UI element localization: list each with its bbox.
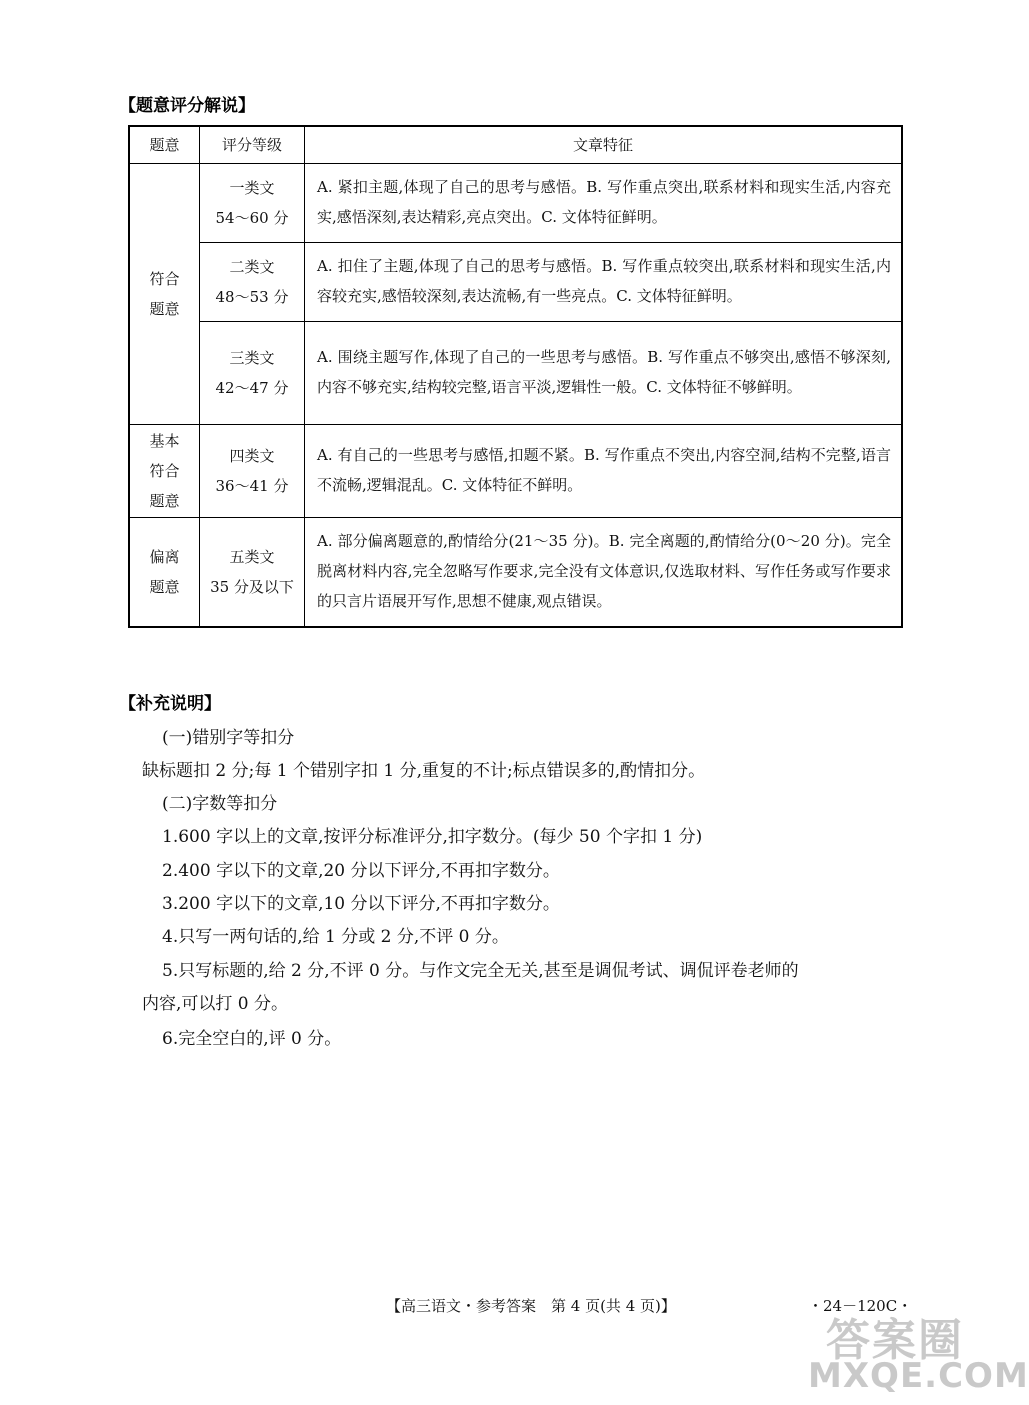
score-range: 54～60 分 — [215, 209, 289, 227]
supplement-heading-wordcount: (二)字数等扣分 — [162, 794, 278, 814]
score-range: 42～47 分 — [215, 379, 289, 397]
supplement-text-typos: 缺标题扣 2 分;每 1 个错别字扣 1 分,重复的不计;标点错误多的,酌情扣分。 — [142, 761, 706, 781]
table-header-row — [129, 126, 902, 164]
category-label: 偏离 — [149, 548, 180, 566]
grade-label: 五类文 — [229, 548, 275, 566]
table-row — [129, 322, 902, 425]
description-cell: A. 部分偏离题意的,酌情给分(21～35 分)。B. 完全离题的,酌情给分(0～20 分)。完全脱离材料内容,完全忽略写作要求,完全没有文体意识,仅选取材料、写作任务或写作要求的只言片语展开写作,思想不健康,观点错误。 — [305, 518, 903, 628]
table-row — [129, 243, 902, 322]
section-title-grading: 【题意评分解说】 — [119, 96, 255, 116]
watermark-logo-text: 答案圈 — [826, 1315, 964, 1366]
supplement-item: 6.完全空白的,评 0 分。 — [162, 1029, 342, 1049]
category-cell — [129, 164, 200, 425]
watermark-url: MXQE.COM — [808, 1356, 1029, 1396]
section-title-supplement: 【补充说明】 — [119, 694, 221, 714]
description-cell: A. 紧扣主题,体现了自己的思考与感悟。B. 写作重点突出,联系材料和现实生活,内容充实,感悟深刻,表达精彩,亮点突出。C. 文体特征鲜明。 — [305, 164, 903, 243]
watermark — [792, 1304, 1029, 1399]
supplement-item-continued: 内容,可以打 0 分。 — [142, 994, 289, 1014]
grade-label: 一类文 — [229, 179, 275, 197]
supplement-item: 2.400 字以下的文章,20 分以下评分,不再扣字数分。 — [162, 861, 560, 881]
grade-cell — [200, 425, 305, 518]
header-topic: 题意 — [129, 126, 200, 164]
category-label: 题意 — [149, 578, 180, 596]
grade-cell — [200, 518, 305, 628]
table-row — [129, 164, 902, 243]
grading-table — [128, 125, 903, 628]
category-cell — [129, 518, 200, 628]
page-footer-title: 【高三语文・参考答案 第 4 页(共 4 页)】 — [386, 1297, 676, 1315]
grade-label: 二类文 — [229, 258, 275, 276]
score-range: 48～53 分 — [215, 288, 289, 306]
description-cell: A. 有自己的一些思考与感悟,扣题不紧。B. 写作重点不突出,内容空洞,结构不完整,语言不流畅,逻辑混乱。C. 文体特征不鲜明。 — [305, 425, 903, 518]
category-label: 符合 — [149, 462, 180, 480]
grade-label: 三类文 — [229, 349, 275, 367]
supplement-item: 3.200 字以下的文章,10 分以下评分,不再扣字数分。 — [162, 894, 560, 914]
supplement-item: 5.只写标题的,给 2 分,不评 0 分。与作文完全无关,甚至是调侃考试、调侃评卷老师的 — [162, 961, 799, 981]
description-cell: A. 围绕主题写作,体现了自己的一些思考与感悟。B. 写作重点不够突出,感悟不够深刻,内容不够充实,结构较完整,语言平淡,逻辑性一般。C. 文体特征不够鲜明。 — [305, 322, 903, 425]
grade-cell — [200, 243, 305, 322]
header-features: 文章特征 — [305, 126, 903, 164]
grade-label: 四类文 — [229, 447, 275, 465]
category-cell — [129, 425, 200, 518]
grade-cell — [200, 164, 305, 243]
header-grade: 评分等级 — [200, 126, 305, 164]
category-label: 题意 — [149, 300, 180, 318]
table-row — [129, 518, 902, 628]
category-label: 基本 — [149, 432, 180, 450]
score-range: 36～41 分 — [215, 477, 289, 495]
supplement-item: 4.只写一两句话的,给 1 分或 2 分,不评 0 分。 — [162, 927, 509, 947]
category-label: 符合 — [149, 270, 180, 288]
supplement-item: 1.600 字以上的文章,按评分标准评分,扣字数分。(每少 50 个字扣 1 分) — [162, 827, 703, 847]
description-cell: A. 扣住了主题,体现了自己的思考与感悟。B. 写作重点较突出,联系材料和现实生活,内容较充实,感悟较深刻,表达流畅,有一些亮点。C. 文体特征鲜明。 — [305, 243, 903, 322]
category-label: 题意 — [149, 492, 180, 510]
page-footer-code: ・24－120C・ — [808, 1297, 913, 1315]
table-row — [129, 425, 902, 518]
score-range: 35 分及以下 — [210, 578, 294, 596]
supplement-heading-typos: (一)错别字等扣分 — [162, 728, 295, 748]
grade-cell — [200, 322, 305, 425]
